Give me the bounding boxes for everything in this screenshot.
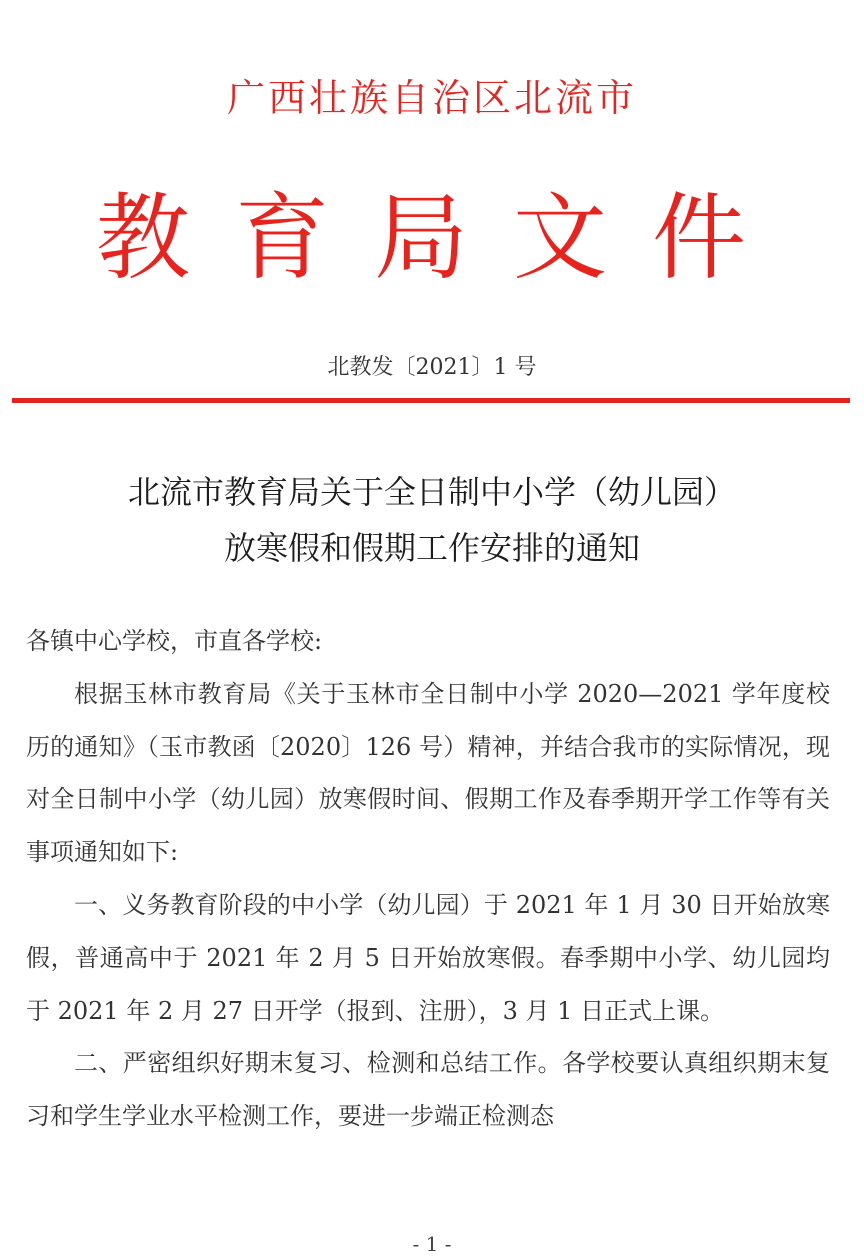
doc-type-char: 教 [96, 184, 191, 293]
doc-type-char: 育 [234, 184, 329, 293]
body-paragraph: 根据玉林市教育局《关于玉林市全日制中小学 2020—2021 学年度校历的通知》（玉市教函〔2020〕126 号）精神，并结合我市的实际情况，现对全日制中小学（幼儿园）放寒假时间、假期工作及春季期开学工作等有关事项通知如下: [26, 679, 830, 867]
page-number: - 1 - [412, 1232, 452, 1256]
issuing-authority: 广西壮族自治区北流市 [226, 76, 637, 120]
salutation: 各镇中心学校，市直各学校: [26, 627, 323, 655]
body-paragraph: 二、严密组织好期末复习、检测和总结工作。各学校要认真组织期末复习和学生学业水平检测工作，要进一步端正检测态 [26, 1049, 830, 1131]
body-paragraph: 一、义务教育阶段的中小学（幼儿园）于 2021 年 1 月 30 日开始放寒假，普通高中于 2021 年 2 月 5 日开始放寒假。春季期中小学、幼儿园均于 2021 年 2 月 27 日开学（报到、注册），3 月 1 日正式上课。 [26, 890, 830, 1025]
document-body [26, 615, 830, 1143]
document-type-heading [96, 174, 746, 304]
document-number: 北教发〔2021〕1 号 [327, 355, 537, 380]
notice-title-line-2: 放寒假和假期工作安排的通知 [223, 529, 640, 567]
notice-title [0, 464, 864, 576]
notice-title-line-1: 北流市教育局关于全日制中小学（幼儿园） [127, 473, 736, 511]
doc-type-char: 文 [512, 184, 607, 293]
doc-type-char: 件 [651, 184, 746, 293]
doc-type-char: 局 [373, 184, 468, 293]
red-divider-line [12, 398, 850, 403]
